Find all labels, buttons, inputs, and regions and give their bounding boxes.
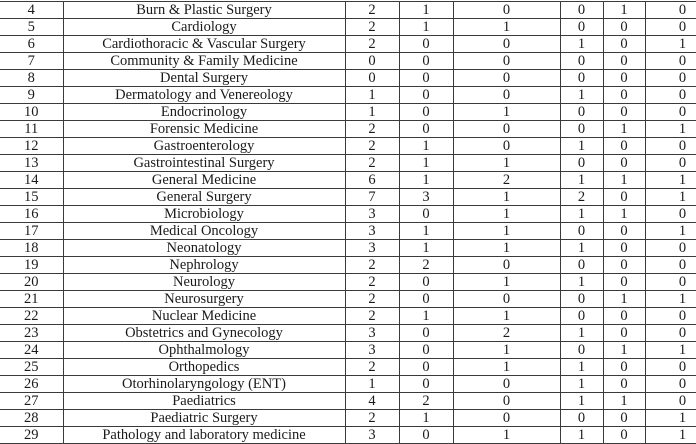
serial-number-cell: 6 bbox=[0, 36, 63, 53]
count-cell-5: 0 bbox=[603, 223, 645, 240]
count-cell-3: 0 bbox=[453, 393, 560, 410]
table-row bbox=[0, 2, 696, 19]
serial-number-cell: 16 bbox=[0, 206, 63, 223]
department-name-cell: Paediatric Surgery bbox=[63, 410, 345, 427]
count-cell-4: 1 bbox=[560, 87, 603, 104]
count-cell-3: 2 bbox=[453, 325, 560, 342]
table-row bbox=[0, 70, 696, 87]
count-cell-6: 0 bbox=[645, 206, 696, 223]
count-cell-5: 0 bbox=[603, 19, 645, 36]
serial-number-cell: 9 bbox=[0, 87, 63, 104]
count-cell-1: 2 bbox=[345, 2, 399, 19]
serial-number-cell: 19 bbox=[0, 257, 63, 274]
count-cell-4: 0 bbox=[560, 121, 603, 138]
count-cell-6: 0 bbox=[645, 138, 696, 155]
count-cell-1: 3 bbox=[345, 223, 399, 240]
count-cell-6: 1 bbox=[645, 427, 696, 444]
department-table bbox=[0, 1, 696, 444]
table-row bbox=[0, 87, 696, 104]
department-name-cell: Ophthalmology bbox=[63, 342, 345, 359]
department-name-cell: Neurology bbox=[63, 274, 345, 291]
count-cell-6: 0 bbox=[645, 376, 696, 393]
count-cell-5: 0 bbox=[603, 359, 645, 376]
count-cell-5: 0 bbox=[603, 53, 645, 70]
count-cell-6: 0 bbox=[645, 308, 696, 325]
count-cell-2: 0 bbox=[399, 206, 453, 223]
department-name-cell: Dermatology and Venereology bbox=[63, 87, 345, 104]
count-cell-1: 6 bbox=[345, 172, 399, 189]
serial-number-cell: 22 bbox=[0, 308, 63, 325]
count-cell-2: 0 bbox=[399, 104, 453, 121]
count-cell-3: 0 bbox=[453, 87, 560, 104]
count-cell-2: 1 bbox=[399, 2, 453, 19]
department-name-cell: Medical Oncology bbox=[63, 223, 345, 240]
count-cell-3: 1 bbox=[453, 223, 560, 240]
count-cell-1: 2 bbox=[345, 274, 399, 291]
count-cell-2: 3 bbox=[399, 189, 453, 206]
department-name-cell: Neonatology bbox=[63, 240, 345, 257]
count-cell-5: 0 bbox=[603, 308, 645, 325]
department-name-cell: Community & Family Medicine bbox=[63, 53, 345, 70]
count-cell-5: 0 bbox=[603, 376, 645, 393]
count-cell-4: 0 bbox=[560, 291, 603, 308]
count-cell-3: 1 bbox=[453, 427, 560, 444]
table-row bbox=[0, 257, 696, 274]
serial-number-cell: 13 bbox=[0, 155, 63, 172]
serial-number-cell: 11 bbox=[0, 121, 63, 138]
count-cell-1: 0 bbox=[345, 53, 399, 70]
count-cell-2: 1 bbox=[399, 155, 453, 172]
count-cell-6: 0 bbox=[645, 257, 696, 274]
count-cell-1: 2 bbox=[345, 308, 399, 325]
count-cell-6: 0 bbox=[645, 2, 696, 19]
serial-number-cell: 10 bbox=[0, 104, 63, 121]
count-cell-1: 3 bbox=[345, 206, 399, 223]
count-cell-3: 0 bbox=[453, 36, 560, 53]
count-cell-4: 1 bbox=[560, 427, 603, 444]
count-cell-2: 0 bbox=[399, 36, 453, 53]
department-name-cell: Burn & Plastic Surgery bbox=[63, 2, 345, 19]
count-cell-2: 0 bbox=[399, 53, 453, 70]
count-cell-4: 1 bbox=[560, 206, 603, 223]
count-cell-6: 1 bbox=[645, 223, 696, 240]
serial-number-cell: 12 bbox=[0, 138, 63, 155]
count-cell-3: 1 bbox=[453, 274, 560, 291]
serial-number-cell: 25 bbox=[0, 359, 63, 376]
serial-number-cell: 17 bbox=[0, 223, 63, 240]
count-cell-5: 0 bbox=[603, 155, 645, 172]
table-row bbox=[0, 342, 696, 359]
department-table-container bbox=[0, 1, 696, 444]
count-cell-4: 1 bbox=[560, 138, 603, 155]
table-row bbox=[0, 19, 696, 36]
count-cell-5: 0 bbox=[603, 189, 645, 206]
count-cell-6: 0 bbox=[645, 155, 696, 172]
count-cell-5: 1 bbox=[603, 121, 645, 138]
department-name-cell: Gastrointestinal Surgery bbox=[63, 155, 345, 172]
count-cell-4: 0 bbox=[560, 308, 603, 325]
count-cell-5: 0 bbox=[603, 427, 645, 444]
count-cell-4: 0 bbox=[560, 70, 603, 87]
count-cell-4: 1 bbox=[560, 36, 603, 53]
table-row bbox=[0, 138, 696, 155]
count-cell-5: 0 bbox=[603, 138, 645, 155]
count-cell-5: 1 bbox=[603, 206, 645, 223]
count-cell-5: 0 bbox=[603, 240, 645, 257]
count-cell-5: 1 bbox=[603, 172, 645, 189]
table-row bbox=[0, 206, 696, 223]
count-cell-6: 0 bbox=[645, 240, 696, 257]
count-cell-2: 0 bbox=[399, 87, 453, 104]
count-cell-4: 1 bbox=[560, 393, 603, 410]
count-cell-2: 0 bbox=[399, 121, 453, 138]
count-cell-3: 1 bbox=[453, 359, 560, 376]
count-cell-3: 1 bbox=[453, 189, 560, 206]
count-cell-1: 2 bbox=[345, 121, 399, 138]
count-cell-5: 0 bbox=[603, 104, 645, 121]
department-name-cell: Paediatrics bbox=[63, 393, 345, 410]
count-cell-6: 1 bbox=[645, 291, 696, 308]
count-cell-6: 1 bbox=[645, 189, 696, 206]
count-cell-4: 0 bbox=[560, 257, 603, 274]
count-cell-2: 0 bbox=[399, 427, 453, 444]
department-name-cell: Endocrinology bbox=[63, 104, 345, 121]
count-cell-5: 1 bbox=[603, 2, 645, 19]
table-row bbox=[0, 393, 696, 410]
count-cell-3: 1 bbox=[453, 104, 560, 121]
serial-number-cell: 23 bbox=[0, 325, 63, 342]
table-row bbox=[0, 36, 696, 53]
count-cell-3: 0 bbox=[453, 70, 560, 87]
table-row bbox=[0, 121, 696, 138]
department-name-cell: General Medicine bbox=[63, 172, 345, 189]
count-cell-4: 0 bbox=[560, 155, 603, 172]
serial-number-cell: 5 bbox=[0, 19, 63, 36]
count-cell-3: 1 bbox=[453, 155, 560, 172]
count-cell-2: 0 bbox=[399, 291, 453, 308]
count-cell-1: 3 bbox=[345, 325, 399, 342]
count-cell-2: 1 bbox=[399, 308, 453, 325]
count-cell-2: 2 bbox=[399, 393, 453, 410]
count-cell-2: 0 bbox=[399, 359, 453, 376]
count-cell-2: 1 bbox=[399, 240, 453, 257]
count-cell-4: 2 bbox=[560, 189, 603, 206]
count-cell-5: 0 bbox=[603, 257, 645, 274]
serial-number-cell: 26 bbox=[0, 376, 63, 393]
table-row bbox=[0, 427, 696, 444]
count-cell-2: 0 bbox=[399, 342, 453, 359]
table-row bbox=[0, 189, 696, 206]
count-cell-4: 0 bbox=[560, 410, 603, 427]
department-name-cell: Forensic Medicine bbox=[63, 121, 345, 138]
count-cell-6: 0 bbox=[645, 325, 696, 342]
count-cell-4: 0 bbox=[560, 104, 603, 121]
serial-number-cell: 4 bbox=[0, 2, 63, 19]
table-row bbox=[0, 104, 696, 121]
count-cell-3: 0 bbox=[453, 138, 560, 155]
count-cell-2: 2 bbox=[399, 257, 453, 274]
table-row bbox=[0, 223, 696, 240]
count-cell-1: 4 bbox=[345, 393, 399, 410]
department-name-cell: Microbiology bbox=[63, 206, 345, 223]
count-cell-4: 1 bbox=[560, 359, 603, 376]
count-cell-2: 1 bbox=[399, 138, 453, 155]
department-name-cell: General Surgery bbox=[63, 189, 345, 206]
department-name-cell: Cardiology bbox=[63, 19, 345, 36]
table-row bbox=[0, 410, 696, 427]
count-cell-3: 0 bbox=[453, 376, 560, 393]
table-body bbox=[0, 2, 696, 444]
count-cell-6: 0 bbox=[645, 53, 696, 70]
table-row bbox=[0, 291, 696, 308]
count-cell-3: 0 bbox=[453, 53, 560, 70]
count-cell-5: 0 bbox=[603, 70, 645, 87]
count-cell-3: 0 bbox=[453, 291, 560, 308]
count-cell-1: 2 bbox=[345, 138, 399, 155]
count-cell-1: 7 bbox=[345, 189, 399, 206]
count-cell-4: 0 bbox=[560, 223, 603, 240]
count-cell-3: 2 bbox=[453, 172, 560, 189]
count-cell-3: 1 bbox=[453, 342, 560, 359]
count-cell-1: 1 bbox=[345, 87, 399, 104]
serial-number-cell: 24 bbox=[0, 342, 63, 359]
count-cell-6: 0 bbox=[645, 359, 696, 376]
count-cell-1: 1 bbox=[345, 376, 399, 393]
count-cell-4: 0 bbox=[560, 53, 603, 70]
count-cell-6: 0 bbox=[645, 104, 696, 121]
count-cell-3: 1 bbox=[453, 240, 560, 257]
count-cell-1: 2 bbox=[345, 359, 399, 376]
table-row bbox=[0, 308, 696, 325]
count-cell-2: 0 bbox=[399, 70, 453, 87]
count-cell-1: 2 bbox=[345, 19, 399, 36]
count-cell-1: 3 bbox=[345, 427, 399, 444]
count-cell-3: 0 bbox=[453, 410, 560, 427]
count-cell-1: 3 bbox=[345, 342, 399, 359]
count-cell-6: 1 bbox=[645, 342, 696, 359]
table-row bbox=[0, 53, 696, 70]
count-cell-3: 0 bbox=[453, 121, 560, 138]
department-name-cell: Orthopedics bbox=[63, 359, 345, 376]
count-cell-4: 1 bbox=[560, 172, 603, 189]
department-name-cell: Nephrology bbox=[63, 257, 345, 274]
serial-number-cell: 14 bbox=[0, 172, 63, 189]
count-cell-1: 2 bbox=[345, 257, 399, 274]
department-name-cell: Neurosurgery bbox=[63, 291, 345, 308]
count-cell-5: 0 bbox=[603, 410, 645, 427]
serial-number-cell: 15 bbox=[0, 189, 63, 206]
count-cell-4: 0 bbox=[560, 19, 603, 36]
count-cell-3: 0 bbox=[453, 2, 560, 19]
serial-number-cell: 28 bbox=[0, 410, 63, 427]
count-cell-4: 1 bbox=[560, 274, 603, 291]
count-cell-4: 0 bbox=[560, 2, 603, 19]
count-cell-2: 1 bbox=[399, 223, 453, 240]
count-cell-3: 1 bbox=[453, 308, 560, 325]
count-cell-6: 1 bbox=[645, 121, 696, 138]
serial-number-cell: 20 bbox=[0, 274, 63, 291]
table-row bbox=[0, 325, 696, 342]
count-cell-6: 0 bbox=[645, 87, 696, 104]
count-cell-5: 1 bbox=[603, 342, 645, 359]
count-cell-1: 2 bbox=[345, 155, 399, 172]
count-cell-4: 0 bbox=[560, 342, 603, 359]
count-cell-6: 1 bbox=[645, 410, 696, 427]
count-cell-5: 0 bbox=[603, 36, 645, 53]
serial-number-cell: 8 bbox=[0, 70, 63, 87]
count-cell-5: 0 bbox=[603, 325, 645, 342]
count-cell-1: 0 bbox=[345, 70, 399, 87]
count-cell-2: 1 bbox=[399, 19, 453, 36]
count-cell-3: 0 bbox=[453, 257, 560, 274]
table-row bbox=[0, 172, 696, 189]
department-name-cell: Cardiothoracic & Vascular Surgery bbox=[63, 36, 345, 53]
table-row bbox=[0, 376, 696, 393]
count-cell-2: 1 bbox=[399, 410, 453, 427]
count-cell-5: 1 bbox=[603, 393, 645, 410]
count-cell-2: 0 bbox=[399, 274, 453, 291]
serial-number-cell: 18 bbox=[0, 240, 63, 257]
department-name-cell: Otorhinolaryngology (ENT) bbox=[63, 376, 345, 393]
count-cell-2: 0 bbox=[399, 376, 453, 393]
count-cell-6: 0 bbox=[645, 393, 696, 410]
count-cell-6: 0 bbox=[645, 19, 696, 36]
department-name-cell: Nuclear Medicine bbox=[63, 308, 345, 325]
count-cell-6: 1 bbox=[645, 172, 696, 189]
count-cell-4: 1 bbox=[560, 325, 603, 342]
count-cell-6: 0 bbox=[645, 70, 696, 87]
count-cell-1: 1 bbox=[345, 104, 399, 121]
table-row bbox=[0, 155, 696, 172]
count-cell-3: 1 bbox=[453, 19, 560, 36]
serial-number-cell: 27 bbox=[0, 393, 63, 410]
department-name-cell: Pathology and laboratory medicine bbox=[63, 427, 345, 444]
table-row bbox=[0, 359, 696, 376]
department-name-cell: Obstetrics and Gynecology bbox=[63, 325, 345, 342]
table-row bbox=[0, 240, 696, 257]
serial-number-cell: 7 bbox=[0, 53, 63, 70]
department-name-cell: Gastroenterology bbox=[63, 138, 345, 155]
count-cell-1: 2 bbox=[345, 36, 399, 53]
count-cell-1: 3 bbox=[345, 240, 399, 257]
count-cell-1: 2 bbox=[345, 291, 399, 308]
table-row bbox=[0, 274, 696, 291]
department-name-cell: Dental Surgery bbox=[63, 70, 345, 87]
count-cell-2: 0 bbox=[399, 325, 453, 342]
count-cell-5: 0 bbox=[603, 87, 645, 104]
count-cell-1: 2 bbox=[345, 410, 399, 427]
count-cell-5: 0 bbox=[603, 274, 645, 291]
count-cell-5: 1 bbox=[603, 291, 645, 308]
count-cell-6: 1 bbox=[645, 36, 696, 53]
count-cell-4: 1 bbox=[560, 376, 603, 393]
count-cell-2: 1 bbox=[399, 172, 453, 189]
count-cell-6: 0 bbox=[645, 274, 696, 291]
serial-number-cell: 21 bbox=[0, 291, 63, 308]
serial-number-cell: 29 bbox=[0, 427, 63, 444]
count-cell-3: 1 bbox=[453, 206, 560, 223]
count-cell-4: 1 bbox=[560, 240, 603, 257]
